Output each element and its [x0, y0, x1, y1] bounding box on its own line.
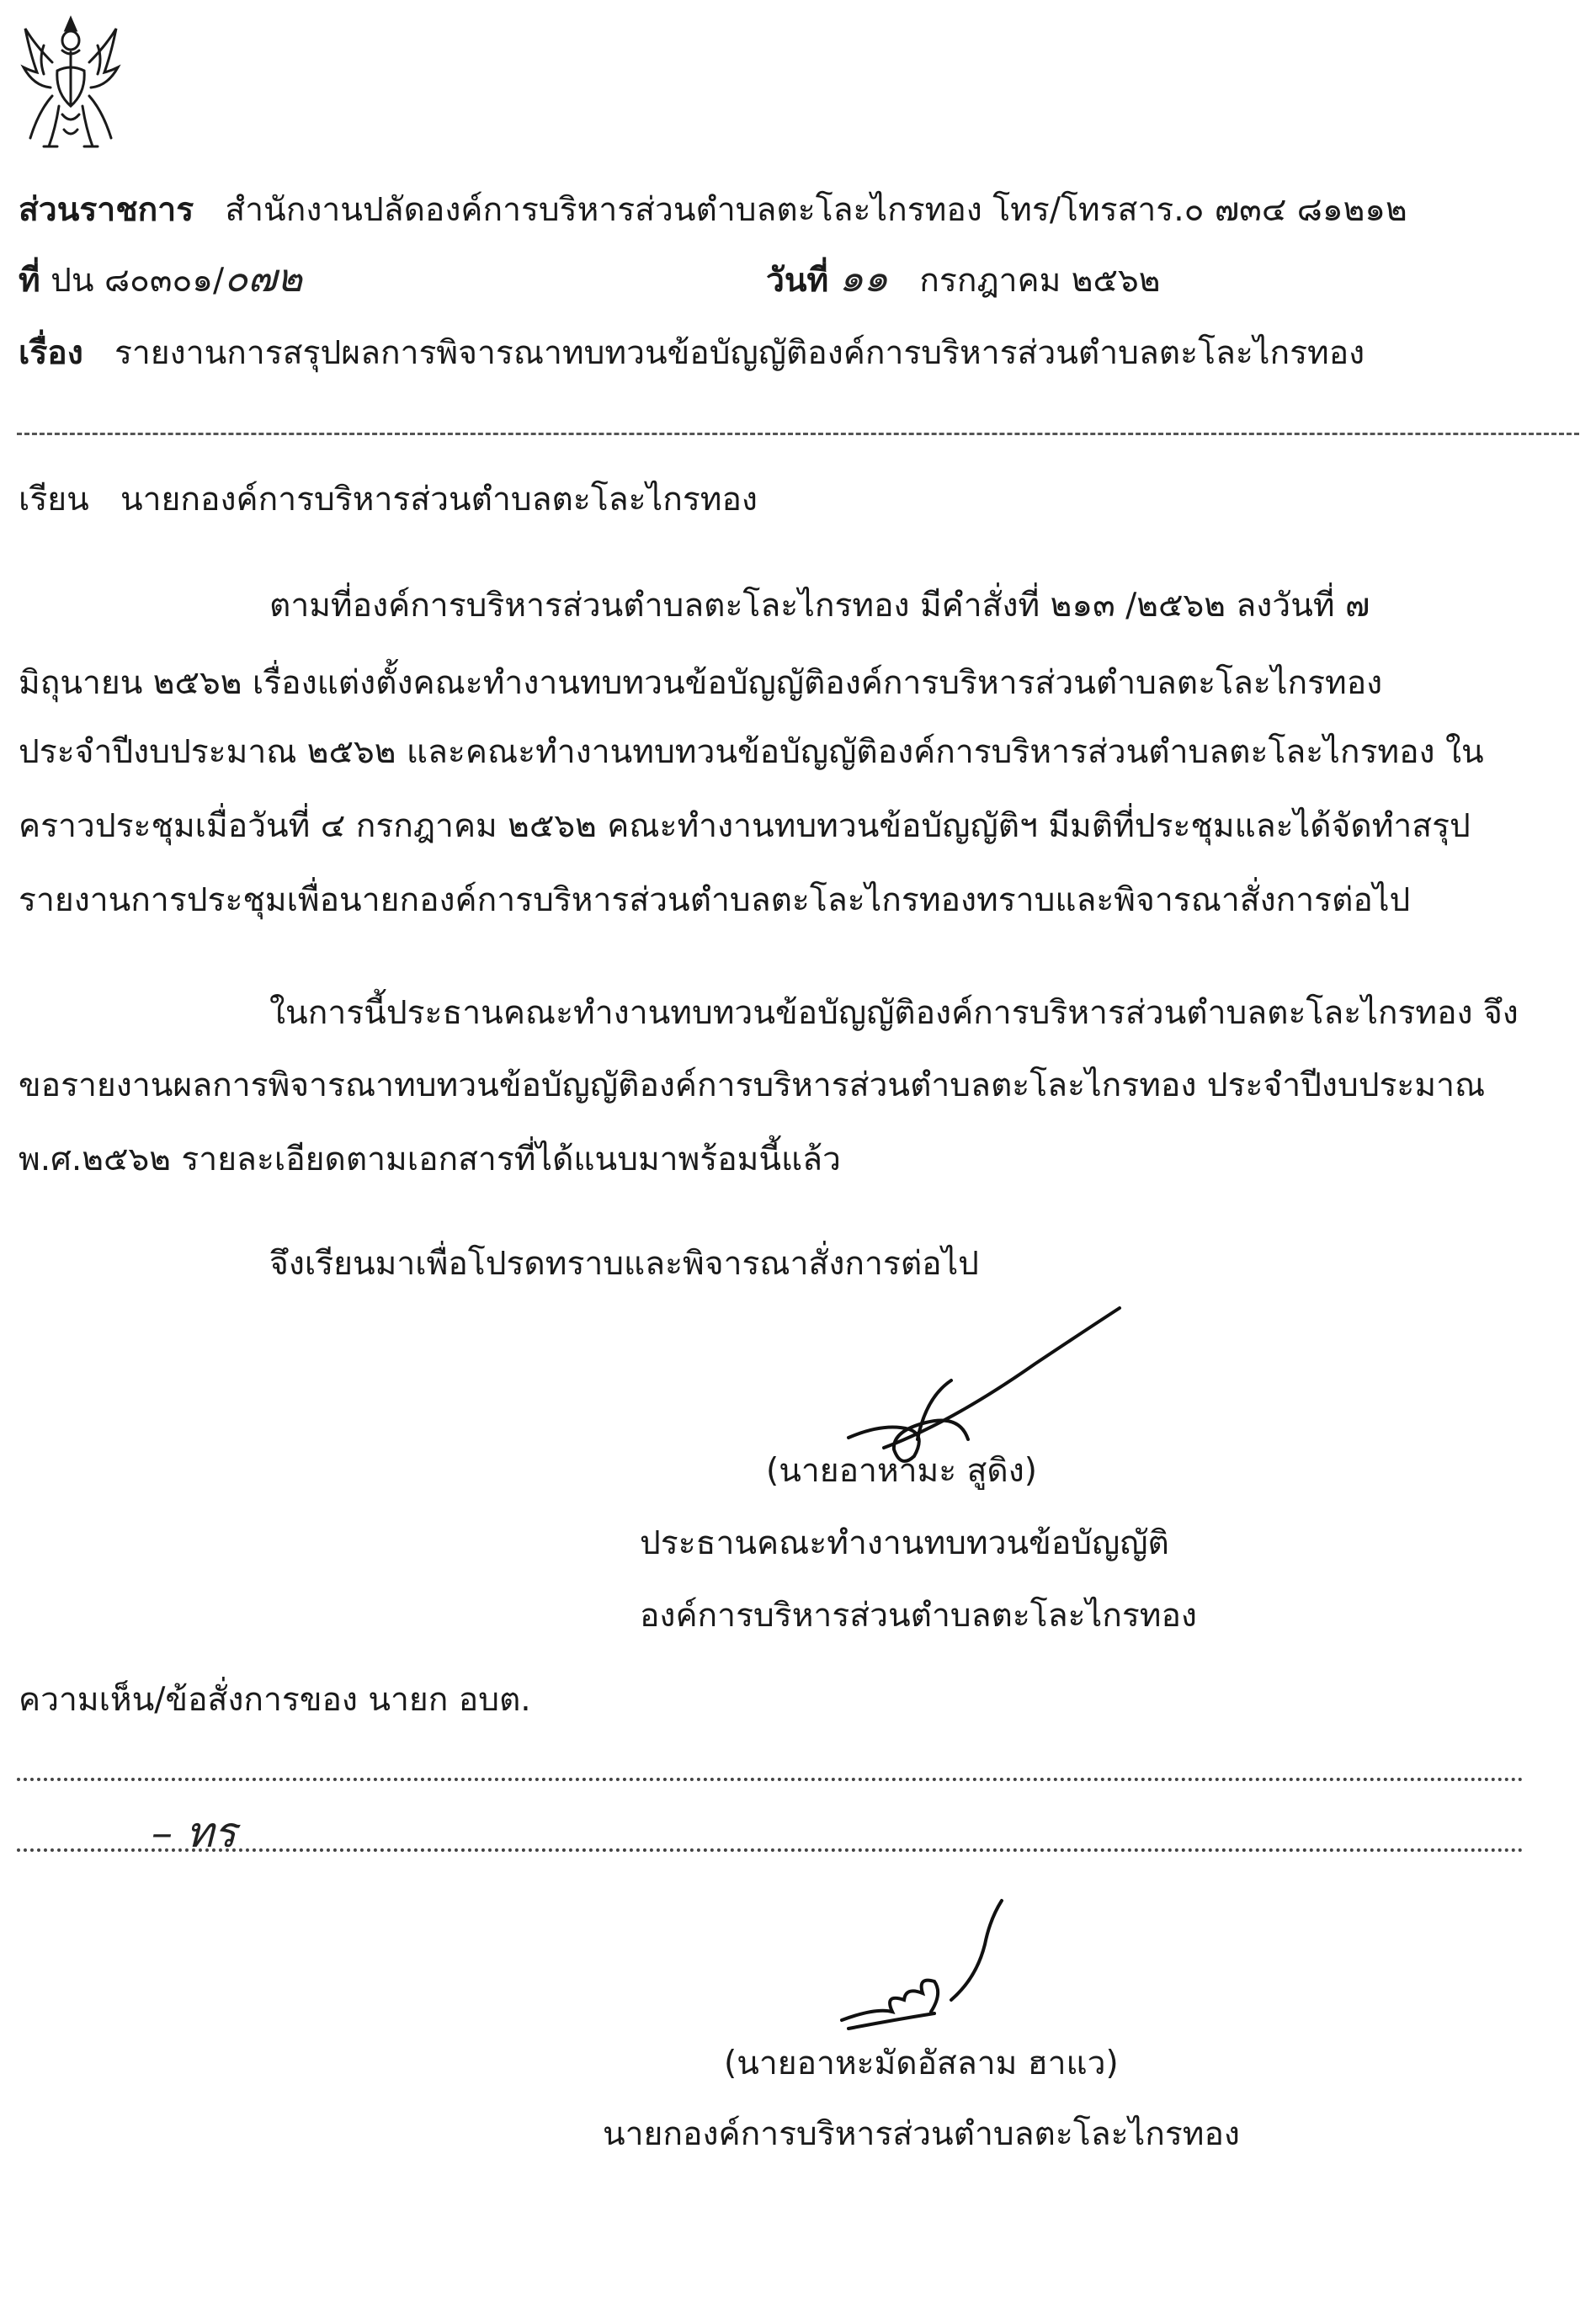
signatory2-name: (นายอาหะมัดอัสลาม ฮาแว)	[724, 2045, 1119, 2082]
signatory2-position: นายกองค์การบริหารส่วนตำบลตะโละไกรทอง	[603, 2115, 1240, 2153]
body-paragraph1-line: คราวประชุมเมื่อวันที่ ๔ กรกฎาคม ๒๕๖๒ คณะทำงานทบทวนข้อบัญญัติฯ มีมติที่ประชุมและได้จัดทำสรุป	[19, 807, 1471, 845]
signatory1-position-line1: ประธานคณะทำงานทบทวนข้อบัญญัติ	[640, 1524, 1169, 1562]
body-paragraph2-line: ขอรายงานผลการพิจารณาทบทวนข้อบัญญัติองค์การบริหารส่วนตำบลตะโละไกรทอง ประจำปีงบประมาณ	[19, 1066, 1486, 1104]
header-divider	[17, 433, 1579, 435]
reference-label: ที่	[19, 262, 40, 300]
date-text: กรกฎาคม ๒๕๖๒	[919, 262, 1161, 300]
subject-label: เรื่อง	[19, 334, 83, 372]
signatory1-position-line2: องค์การบริหารส่วนตำบลตะโละไกรทอง	[640, 1597, 1197, 1635]
agency-label: ส่วนราชการ	[19, 191, 194, 229]
salutation-label: เรียน	[19, 481, 89, 519]
comment-label: ความเห็น/ข้อสั่งการของ นายก อบต.	[19, 1681, 531, 1719]
signature-1	[833, 1296, 1136, 1473]
comment-line-2	[17, 1848, 1524, 1852]
agency-line	[19, 190, 1407, 231]
subject-line	[19, 333, 1365, 374]
body-paragraph2-line: พ.ศ.๒๕๖๒ รายละเอียดตามเอกสารที่ได้แนบมาพร้อมนี้แล้ว	[19, 1141, 841, 1178]
agency-text: สำนักงานปลัดองค์การบริหารส่วนตำบลตะโละไกรทอง โทร/โทรสาร.๐ ๗๓๔ ๘๑๒๑๒	[225, 191, 1407, 229]
salutation	[19, 480, 758, 520]
garuda-emblem	[19, 12, 124, 159]
comment-line-1	[17, 1778, 1524, 1781]
signatory1-name: (นายอาหามะ สูดิง)	[766, 1452, 1037, 1490]
body-paragraph1-line: รายงานการประชุมเพื่อนายกองค์การบริหารส่วนตำบลตะโละไกรทองทราบและพิจารณาสั่งการต่อไป	[19, 881, 1411, 919]
date-day-handwritten: ๑๑	[838, 255, 889, 300]
reference-line	[19, 255, 303, 301]
subject-text: รายงานการสรุปผลการพิจารณาทบทวนข้อบัญญัติองค์การบริหารส่วนตำบลตะโละไกรทอง	[114, 334, 1365, 372]
closing-line: จึงเรียนมาเพื่อโปรดทราบและพิจารณาสั่งการต่อไป	[269, 1245, 979, 1283]
salutation-text: นายกองค์การบริหารส่วนตำบลตะโละไกรทอง	[120, 481, 758, 519]
body-paragraph1-line: มิถุนายน ๒๕๖๒ เรื่องแต่งตั้งคณะทำงานทบทวนข้อบัญญัติองค์การบริหารส่วนตำบลตะโละไกรทอง	[19, 664, 1383, 702]
reference-number: ปน ๘๐๓๐๑/	[51, 262, 225, 300]
body-paragraph1-line: ตามที่องค์การบริหารส่วนตำบลตะโละไกรทอง มีคำสั่งที่ ๒๑๓ /๒๕๖๒ ลงวันที่ ๗	[269, 587, 1370, 625]
date-line	[766, 255, 1161, 301]
body-paragraph2-line: ในการนี้ประธานคณะทำงานทบทวนข้อบัญญัติองค์การบริหารส่วนตำบลตะโละไกรทอง จึง	[269, 994, 1519, 1032]
comment-handwritten-note: – ทร	[152, 1808, 237, 1857]
body-paragraph1-line: ประจำปีงบประมาณ ๒๕๖๒ และคณะทำงานทบทวนข้อบัญญัติองค์การบริหารส่วนตำบลตะโละไกรทอง ใน	[19, 733, 1484, 771]
reference-handwritten: ๐๗๒	[224, 255, 303, 300]
signature-2	[833, 1894, 1052, 2037]
date-label: วันที่	[766, 262, 829, 300]
